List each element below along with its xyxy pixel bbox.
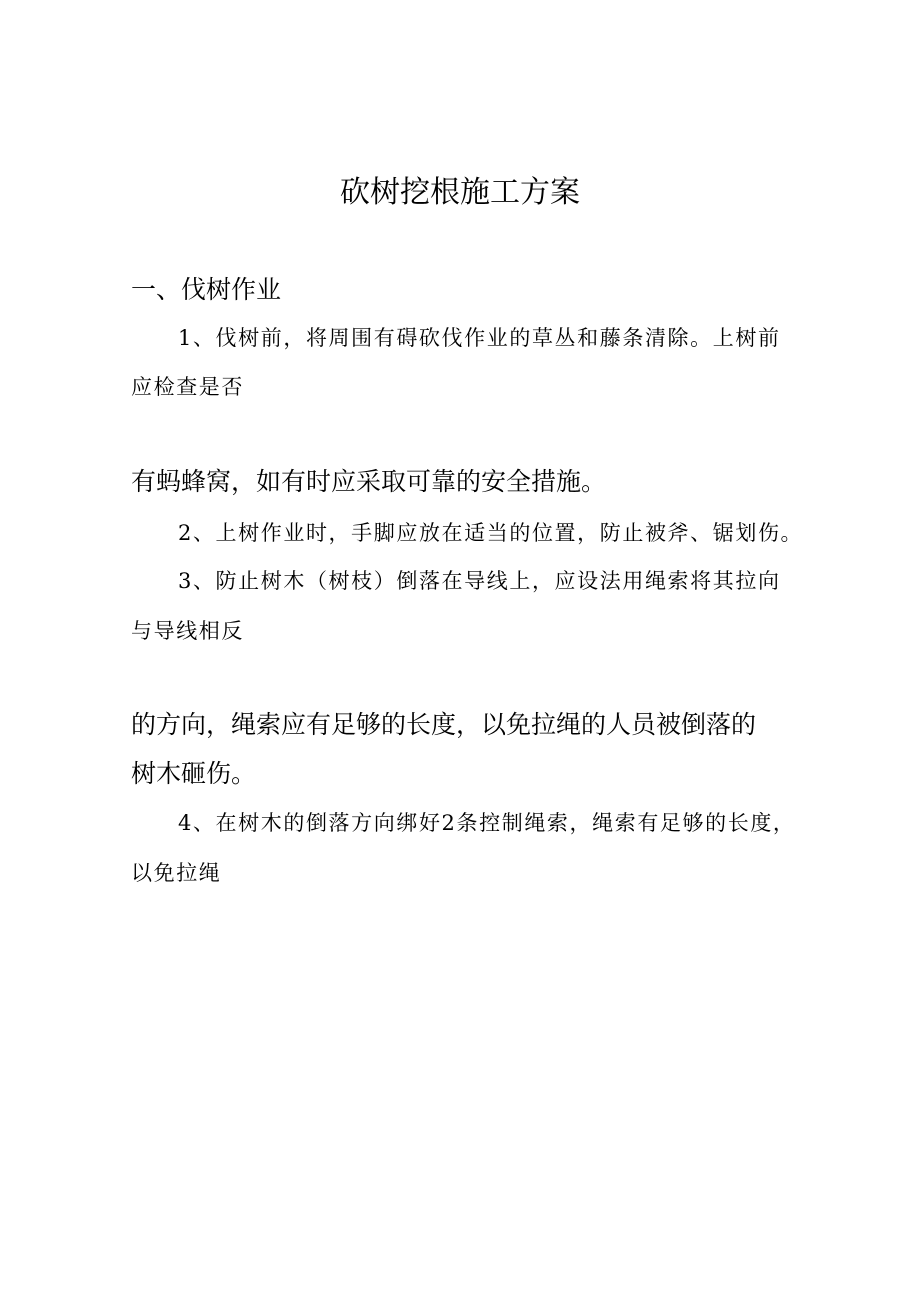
paragraph-1-line-1: 1、伐树前，将周围有碍砍伐作业的草丛和藤条清除。上树前	[178, 326, 781, 350]
paragraph-4-line-2: 以免拉绳	[131, 861, 222, 885]
section-heading: 一、伐树作业	[131, 275, 282, 304]
paragraph-1-line-2: 应检查是否	[131, 375, 244, 399]
paragraph-4-line-1: 4、在树木的倒落方向绑好2条控制绳索，绳索有足够的长度，	[178, 811, 796, 835]
paragraph-2: 2、上树作业时，手脚应放在适当的位置，防止被斧、锯划伤。	[178, 521, 804, 545]
paragraph-3-continuation-line-2: 树木砸伤。	[131, 759, 257, 788]
paragraph-3-continuation-line-1: 的方向，绳索应有足够的长度，以免拉绳的人员被倒落的	[131, 710, 757, 739]
paragraph-3-line-1: 3、防止树木（树枝）倒落在导线上，应设法用绳索将其拉向	[178, 569, 781, 593]
paragraph-1-continuation: 有蚂蜂窝，如有时应采取可靠的安全措施。	[131, 467, 607, 496]
document-title: 砍树挖根施工方案	[340, 175, 580, 210]
paragraph-3-line-2: 与导线相反	[131, 619, 244, 643]
